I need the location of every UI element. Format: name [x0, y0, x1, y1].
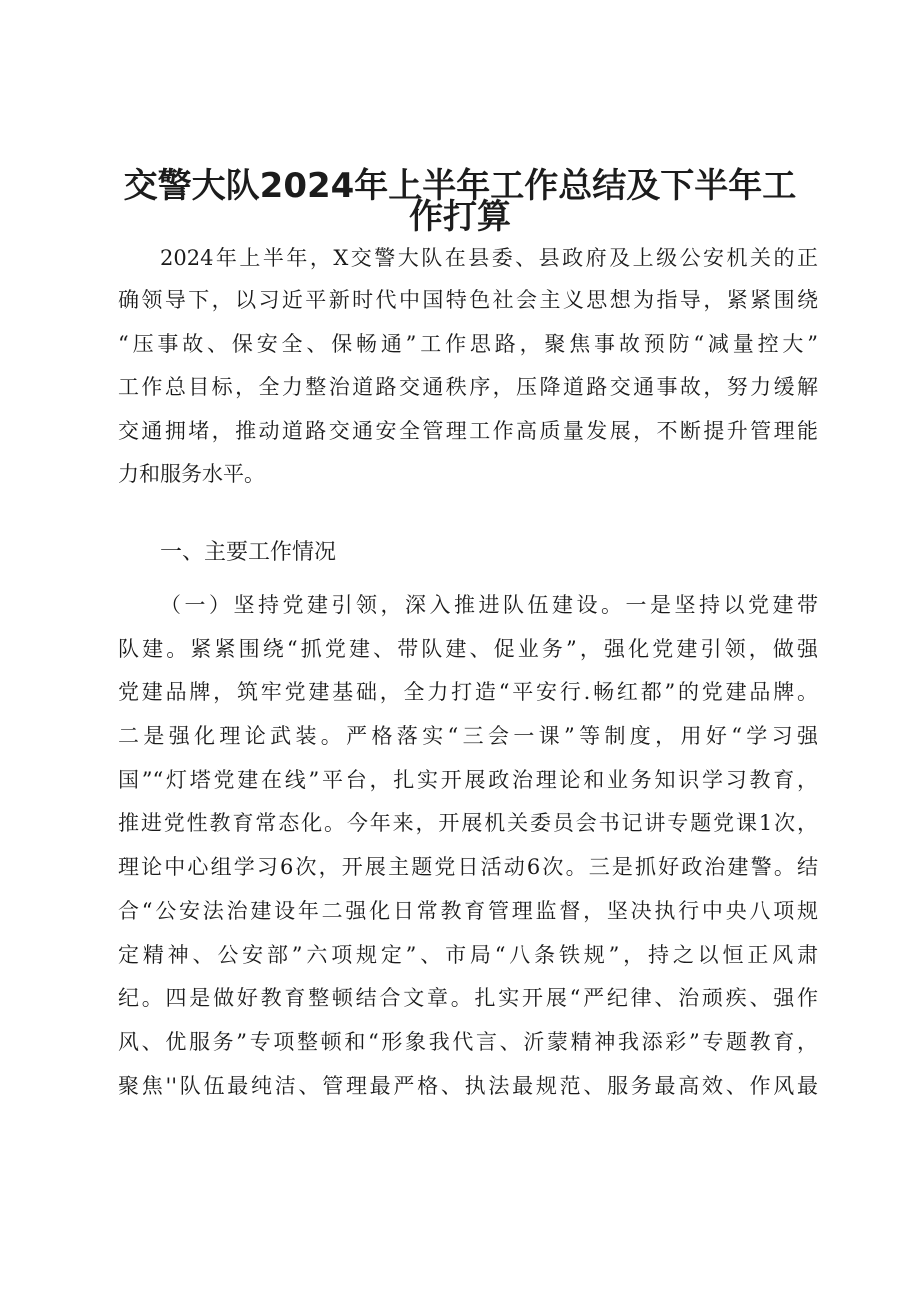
intro-line: 交通拥堵，推动道路交通安全管理工作高质量发展，不断提升管理能 — [118, 419, 818, 443]
body-line: 纪。四是做好教育整顿结合文章。扎实开展“严纪律、治顽疾、强作 — [118, 986, 818, 1010]
body-line: 二是强化理论武装。严格落实“三会一课”等制度，用好“学习强 — [118, 724, 818, 748]
intro-line: 工作总目标，全力整治道路交通秩序，压降道路交通事故，努力缓解 — [118, 375, 818, 399]
body-line: （一）坚持党建引领，深入推进队伍建设。一是坚持以党建带 — [160, 593, 818, 617]
body-line: 推进党性教育常态化。今年来，开展机关委员会书记讲专题党课1次， — [118, 811, 818, 835]
body-line: 理论中心组学习6次，开展主题党日活动6次。三是抓好政治建警。结 — [118, 855, 818, 879]
body-line: 聚焦''队伍最纯洁、管理最严格、执法最规范、服务最高效、作风最 — [118, 1074, 818, 1098]
document-title-line-2: 作打算 — [409, 197, 511, 237]
body-line: 国”“灯塔党建在线”平台，扎实开展政治理论和业务知识学习教育， — [118, 768, 818, 792]
body-line: 党建品牌，筑牢党建基础，全力打造“平安行.畅红都”的党建品牌。 — [118, 680, 818, 704]
body-line: 风、优服务”专项整顿和“形象我代言、沂蒙精神我添彩”专题教育， — [118, 1030, 818, 1054]
body-line: 队建。紧紧围绕“抓党建、带队建、促业务”，强化党建引领，做强 — [118, 637, 818, 661]
intro-line: 力和服务水平。 — [118, 462, 265, 486]
document-title-line-1: 交警大队2024年上半年工作总结及下半年工 — [123, 166, 797, 206]
section-heading-main-work: 一、主要工作情况 — [160, 540, 337, 565]
intro-line: “压事故、保安全、保畅通”工作思路，聚焦事故预防“减量控大” — [118, 332, 818, 356]
body-line: 定精神、公安部”六项规定”、市局“八条铁规”，持之以恒正风肃 — [118, 943, 818, 967]
body-line: 合“公安法治建设年二强化日常教育管理监督，坚决执行中央八项规 — [118, 899, 818, 923]
intro-line: 确领导下，以习近平新时代中国特色社会主义思想为指导，紧紧围绕 — [118, 288, 818, 312]
intro-line: 2024年上半年，X交警大队在县委、县政府及上级公安机关的正 — [160, 246, 818, 270]
